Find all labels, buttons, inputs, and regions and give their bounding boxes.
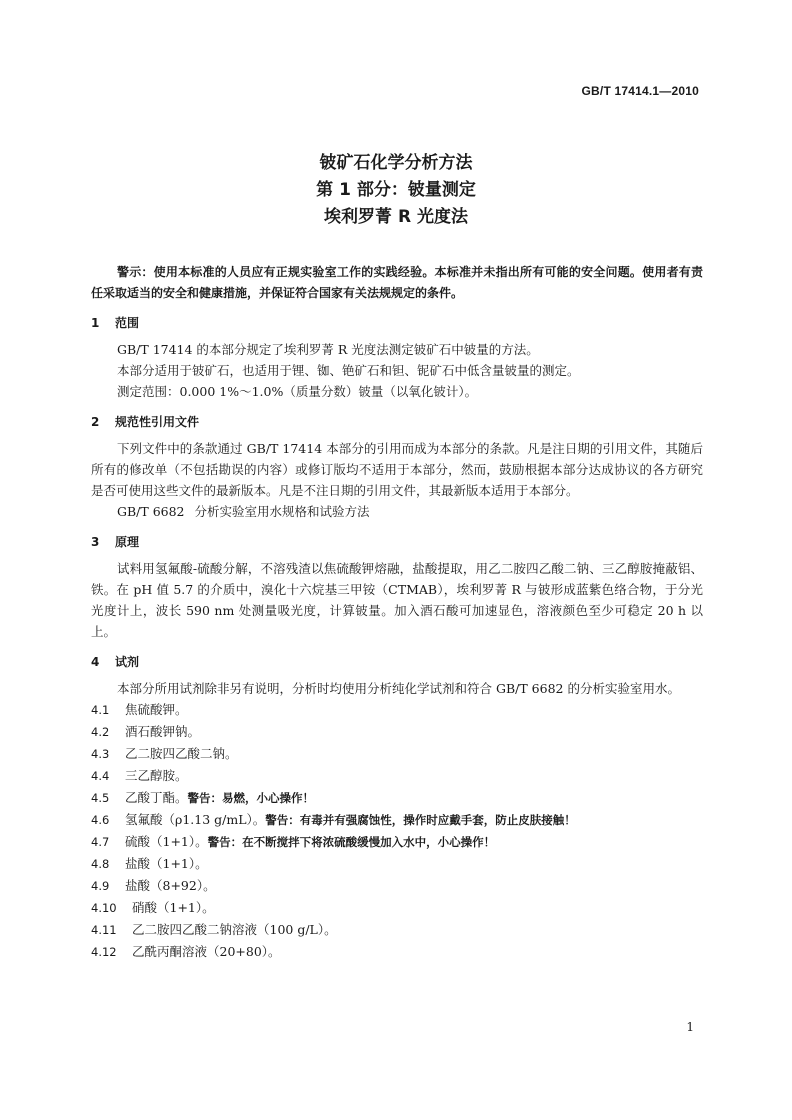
reference-entry <box>91 501 703 522</box>
section-title: 试剂 <box>115 655 140 669</box>
title-line-1: 铍矿石化学分析方法 <box>319 153 473 173</box>
scope-line-3: 测定范围：0.000 1%～1.0%（质量分数）铍量（以氧化铍计）。 <box>117 384 478 399</box>
reagent-number: 4.9 <box>91 879 110 893</box>
reagent-number: 4.6 <box>91 813 110 827</box>
reagent-item <box>91 721 703 743</box>
reagent-item <box>91 919 703 941</box>
page-number: 1 <box>686 1020 694 1034</box>
reagent-number: 4.8 <box>91 857 110 871</box>
reagents-paragraph: 本部分所用试剂除非另有说明，分析时均使用分析纯化学试剂和符合 GB/T 6682 的分析实验室用水。 <box>117 681 680 696</box>
reagent-item <box>91 787 703 809</box>
safety-warning: 警示：使用本标准的人员应有正规实验室工作的实践经验。本标准并未指出所有可能的安全问题。使用者有责任采取适当的安全和健康措施，并保证符合国家有关法规规定的条件。 <box>91 265 703 300</box>
reagent-item <box>91 831 703 853</box>
principle-paragraph: 试料用氢氟酸-硫酸分解，不溶残渣以焦硫酸钾熔融，盐酸提取，用乙二胺四乙酸二钠、三乙醇胺掩蔽铝、铁。在 pH 值 5.7 的介质中，溴化十六烷基三甲铵（CTMAB），埃利罗菁 R 与铍形成蓝紫色络合物，于分光光度计上，波长 590 nm 处测量吸光度，计算铍量。加入酒石酸可加速显色，溶液颜色至少可稳定 20 h 以上。 <box>91 561 703 639</box>
standard-code: GB/T 17414.1—2010 <box>581 84 699 98</box>
document-title <box>0 150 792 231</box>
section-reagents <box>91 652 703 963</box>
section-heading <box>91 313 703 334</box>
reagent-item <box>91 875 703 897</box>
document-body <box>91 262 703 973</box>
reagent-number: 4.4 <box>91 769 110 783</box>
section-title: 规范性引用文件 <box>115 415 200 429</box>
reagent-warning: 警告：易燃，小心操作！ <box>187 791 315 805</box>
reagent-text: 乙酰丙酮溶液（20+80）。 <box>132 944 281 959</box>
reagent-item <box>91 897 703 919</box>
section-number: 1 <box>91 316 100 330</box>
section-number: 4 <box>91 655 100 669</box>
reference-code: GB/T 6682 <box>117 504 185 519</box>
reagent-number: 4.3 <box>91 747 110 761</box>
reagent-item <box>91 809 703 831</box>
reagent-text: 酒石酸钾钠。 <box>125 724 201 739</box>
section-scope <box>91 313 703 402</box>
reagent-number: 4.5 <box>91 791 110 805</box>
scope-line-1: GB/T 17414 的本部分规定了埃利罗菁 R 光度法测定铍矿石中铍量的方法。 <box>117 342 539 357</box>
reagent-text: 三乙醇胺。 <box>125 768 188 783</box>
section-heading <box>91 532 703 553</box>
section-normative-references <box>91 412 703 522</box>
reagent-text: 硝酸（1+1）。 <box>132 900 215 915</box>
reagent-number: 4.12 <box>91 945 117 959</box>
title-line-2: 第 1 部分：铍量测定 <box>316 180 476 200</box>
reagent-text: 焦硫酸钾。 <box>125 702 188 717</box>
section-title: 范围 <box>115 316 140 330</box>
reagent-text: 乙二胺四乙酸二钠溶液（100 g/L）。 <box>132 922 337 937</box>
scope-line-2: 本部分适用于铍矿石，也适用于锂、铷、铯矿石和钽、铌矿石中低含量铍量的测定。 <box>117 363 580 378</box>
reagent-text: 盐酸（1+1）。 <box>125 856 208 871</box>
title-line-3: 埃利罗菁 R 光度法 <box>324 207 468 227</box>
reagent-text: 氢氟酸（ρ1.13 g/mL）。 <box>125 812 266 827</box>
reagent-item <box>91 853 703 875</box>
reagent-number: 4.10 <box>91 901 117 915</box>
section-heading <box>91 652 703 673</box>
references-paragraph: 下列文件中的条款通过 GB/T 17414 本部分的引用而成为本部分的条款。凡是注日期的引用文件，其随后所有的修改单（不包括勘误的内容）或修订版均不适用于本部分，然而，鼓励根据本部分达成协议的各方研究是否可使用这些文件的最新版本。凡是不注日期的引用文件，其最新版本适用于本部分。 <box>91 441 703 498</box>
reference-title: 分析实验室用水规格和试验方法 <box>194 504 370 519</box>
reagent-text: 硫酸（1+1）。 <box>125 834 208 849</box>
reagent-text: 盐酸（8+92）。 <box>125 878 216 893</box>
section-title: 原理 <box>115 535 140 549</box>
section-number: 2 <box>91 415 100 429</box>
reagent-item <box>91 765 703 787</box>
reagent-text: 乙二胺四乙酸二钠。 <box>125 746 238 761</box>
reagent-item <box>91 699 703 721</box>
reagent-number: 4.11 <box>91 923 117 937</box>
reagent-warning: 警告：在不断搅拌下将浓硫酸缓慢加入水中，小心操作！ <box>207 835 496 849</box>
reagent-list <box>91 699 703 963</box>
reagent-item <box>91 941 703 963</box>
reagent-number: 4.1 <box>91 703 110 717</box>
reagent-item <box>91 743 703 765</box>
section-principle <box>91 532 703 642</box>
reagent-text: 乙酸丁酯。 <box>125 790 188 805</box>
reagent-warning: 警告：有毒并有强腐蚀性，操作时应戴手套，防止皮肤接触！ <box>265 813 576 827</box>
section-number: 3 <box>91 535 100 549</box>
reagent-number: 4.7 <box>91 835 110 849</box>
reagent-number: 4.2 <box>91 725 110 739</box>
section-heading <box>91 412 703 433</box>
